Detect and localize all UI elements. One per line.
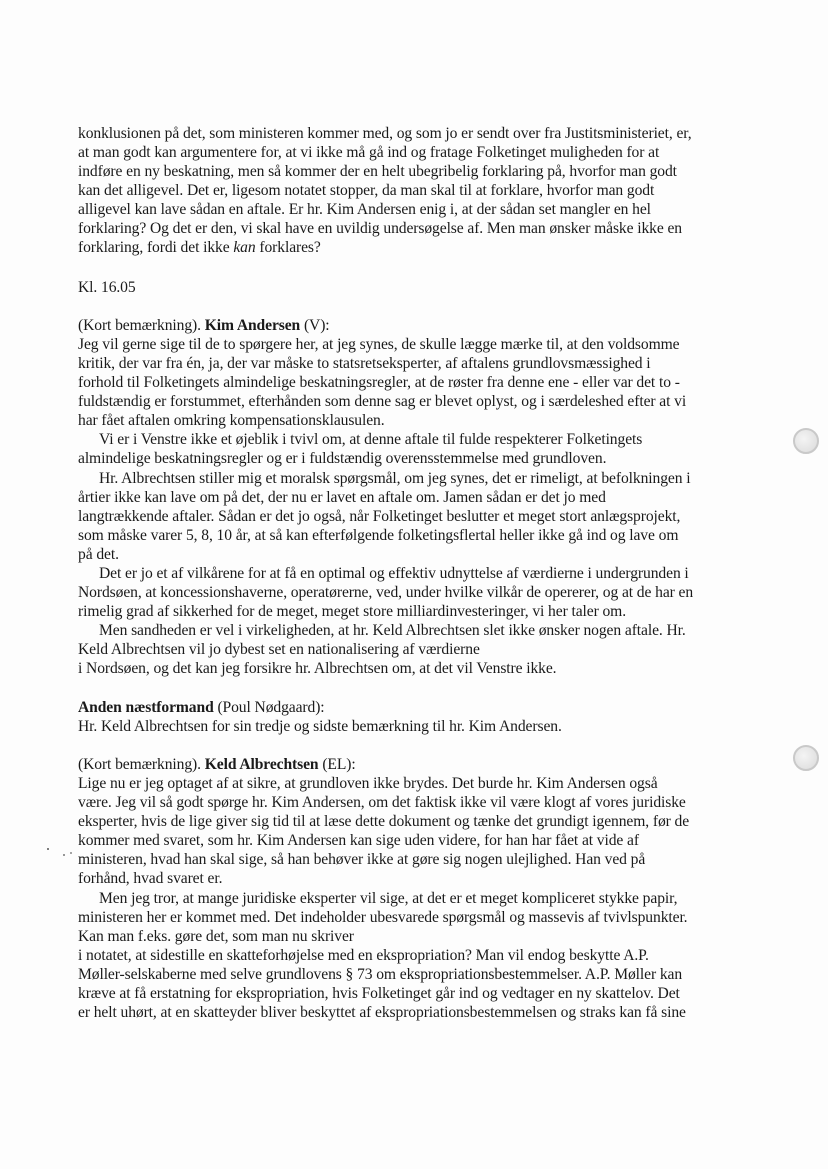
text-line: som måske varer 5, 8, 10 år, at så kan efterfølgende folketingsflertal heller ikke gå ind og lave om xyxy=(78,527,679,544)
italic-word: kan xyxy=(233,239,256,256)
text-line: Jeg vil gerne sige til de to spørgere her, at jeg synes, de skulle lægge mærke til, at den voldsomme xyxy=(78,336,680,353)
text-line: Men sandheden er vel i virkeligheden, at hr. Keld Albrechtsen slet ikke ønsker nogen aftale. Hr. xyxy=(99,622,686,639)
speaker-heading xyxy=(78,316,330,335)
text-line: i notatet, at sidestille en skatteforhøjelse med en ekspropriation? Man vil endog beskytte A.P. xyxy=(78,947,649,964)
text-line: Men jeg tror, at mange juridiske eksperter vil sige, at det er et meget kompliceret stykke papir, xyxy=(99,890,678,907)
text-line: Hr. Keld Albrechtsen for sin tredje og sidste bemærkning til hr. Kim Andersen. xyxy=(78,718,562,735)
text-line: kan det alligevel. Det er, ligesom notatet stopper, da man skal til at forklare, hvorfor man godt xyxy=(78,182,655,199)
text-line: forhold til Folketingets almindelige beskatningsregler, at de røster fra denne ene - eller var det to - xyxy=(78,374,680,391)
text-line: Møller-selskaberne med selve grundlovens § 73 om ekspropriationsbestemmelser. A.P. Møller kan xyxy=(78,966,683,983)
punch-hole-icon xyxy=(793,745,819,771)
text-line: har fået aftalen omkring kompensationsklausulen. xyxy=(78,412,385,429)
chair-title: Anden næstformand xyxy=(78,699,214,716)
text-line: eksperter, hvis de lige giver sig tid til at læse dette dokument og tænke det grundigt igennem, før de xyxy=(78,813,690,830)
text-line: Nordsøen, at koncessionshaverne, operatørerne, ved, under hvilke vilkår de opererer, og at de har en xyxy=(78,584,694,601)
text-line: forklaring? Og det er den, vi skal have en uvildig undersøgelse af. Men man ønsker måske ikke en xyxy=(78,220,683,237)
text-line: at man godt kan argumentere for, at vi ikke må gå ind og fratage Folketinget muligheden for at xyxy=(78,144,660,161)
text-line: Det er jo et af vilkårene for at få en optimal og effektiv udnyttelse af værdierne i undergrunden i xyxy=(99,565,689,582)
text-line: være. Jeg vil så godt spørge hr. Kim Andersen, om det faktisk ikke vil være klogt af vores juridiske xyxy=(78,794,686,811)
speaker-name: Kim Andersen xyxy=(204,317,301,334)
speaker-party: (V): xyxy=(300,317,330,334)
text-line: kritik, der var fra én, ja, der var måske to statsretseksperter, af aftalens grundlovsmæssighed i xyxy=(78,355,651,372)
text-line: fuldstændig er forstummet, efterhånden som denne sag er blevet oplyst, og i særdeleshed efter at vi xyxy=(78,393,687,410)
text-line: ministeren, hvad han skal sige, så han behøver ikke at gøre sig nogen ulejlighed. Han ved på xyxy=(78,851,646,868)
scan-speck-icon xyxy=(38,846,78,862)
speaker-heading xyxy=(78,755,356,774)
text-line: årtier ikke kan lave om på det, der nu er lavet en aftale om. Jamen sådan er det jo med xyxy=(78,489,606,506)
text-line: i Nordsøen, og det kan jeg forsikre hr. Albrechtsen om, at det vil Venstre ikke. xyxy=(78,660,557,677)
text-line: indføre en ny beskatning, men så kommer der en helt ubegribelig forklaring på, hvorfor man godt xyxy=(78,163,677,180)
text-line: Vi er i Venstre ikke et øjeblik i tvivl om, at denne aftale til fulde respekterer Folketingets xyxy=(99,431,643,448)
text-line: Keld Albrechtsen vil jo dybest set en nationalisering af værdierne xyxy=(78,641,480,658)
text-line: langtrækkende aftaler. Sådan er det jo også, når Folketinget beslutter et meget stort anlægsprojekt, xyxy=(78,508,681,525)
text-fragment: forklaring, fordi det ikke xyxy=(78,239,234,256)
text-line xyxy=(78,238,321,257)
speaker-name: Keld Albrechtsen xyxy=(204,756,319,773)
text-line: på det. xyxy=(78,546,119,563)
text-line: rimelig grad af sikkerhed for de meget, meget store milliardinvesteringer, vi her taler om. xyxy=(78,603,626,620)
text-line: almindelige beskatningsregler og er i fuldstændig overensstemmelse med grundloven. xyxy=(78,450,607,467)
chair-name: (Poul Nødgaard): xyxy=(213,699,325,716)
text-line: Hr. Albrechtsen stiller mig et moralsk spørgsmål, om jeg synes, det er rimeligt, at befolkningen i xyxy=(99,470,691,487)
text-line: Kan man f.eks. gøre det, som man nu skriver xyxy=(78,928,354,945)
text-line: forhånd, hvad svaret er. xyxy=(78,870,223,887)
text-line: kræve at få erstatning for ekspropriation, hvis Folketinget går ind og vedtager en ny skattelov. Det xyxy=(78,985,680,1002)
text-line: konklusionen på det, som ministeren kommer med, og som jo er sendt over fra Justitsministeriet, er, xyxy=(78,125,692,142)
text-line: Lige nu er jeg optaget af at sikre, at grundloven ikke brydes. Det burde hr. Kim Andersen også xyxy=(78,775,658,792)
chair-heading xyxy=(78,698,325,717)
text-line: er helt uhørt, at en skatteyder bliver beskyttet af ekspropriationsbestemmelsen og straks kan få sine xyxy=(78,1004,686,1021)
punch-hole-icon xyxy=(793,428,819,454)
text-fragment: forklares? xyxy=(255,239,321,256)
text-line: kommer med svaret, som hr. Kim Andersen kan sige uden videre, for han har fået at vide af xyxy=(78,832,639,849)
speaker-party: (EL): xyxy=(318,756,356,773)
remark-type: (Kort bemærkning). xyxy=(78,317,205,334)
text-line: ministeren her er kommet med. Det indeholder ubesvarede spørgsmål og massevis af tvivlspunkter. xyxy=(78,909,688,926)
remark-type: (Kort bemærkning). xyxy=(78,756,205,773)
text-line: alligevel kan lave sådan en aftale. Er hr. Kim Andersen enig i, at der sådan set mangler en hel xyxy=(78,201,651,218)
time-stamp: Kl. 16.05 xyxy=(78,279,136,296)
